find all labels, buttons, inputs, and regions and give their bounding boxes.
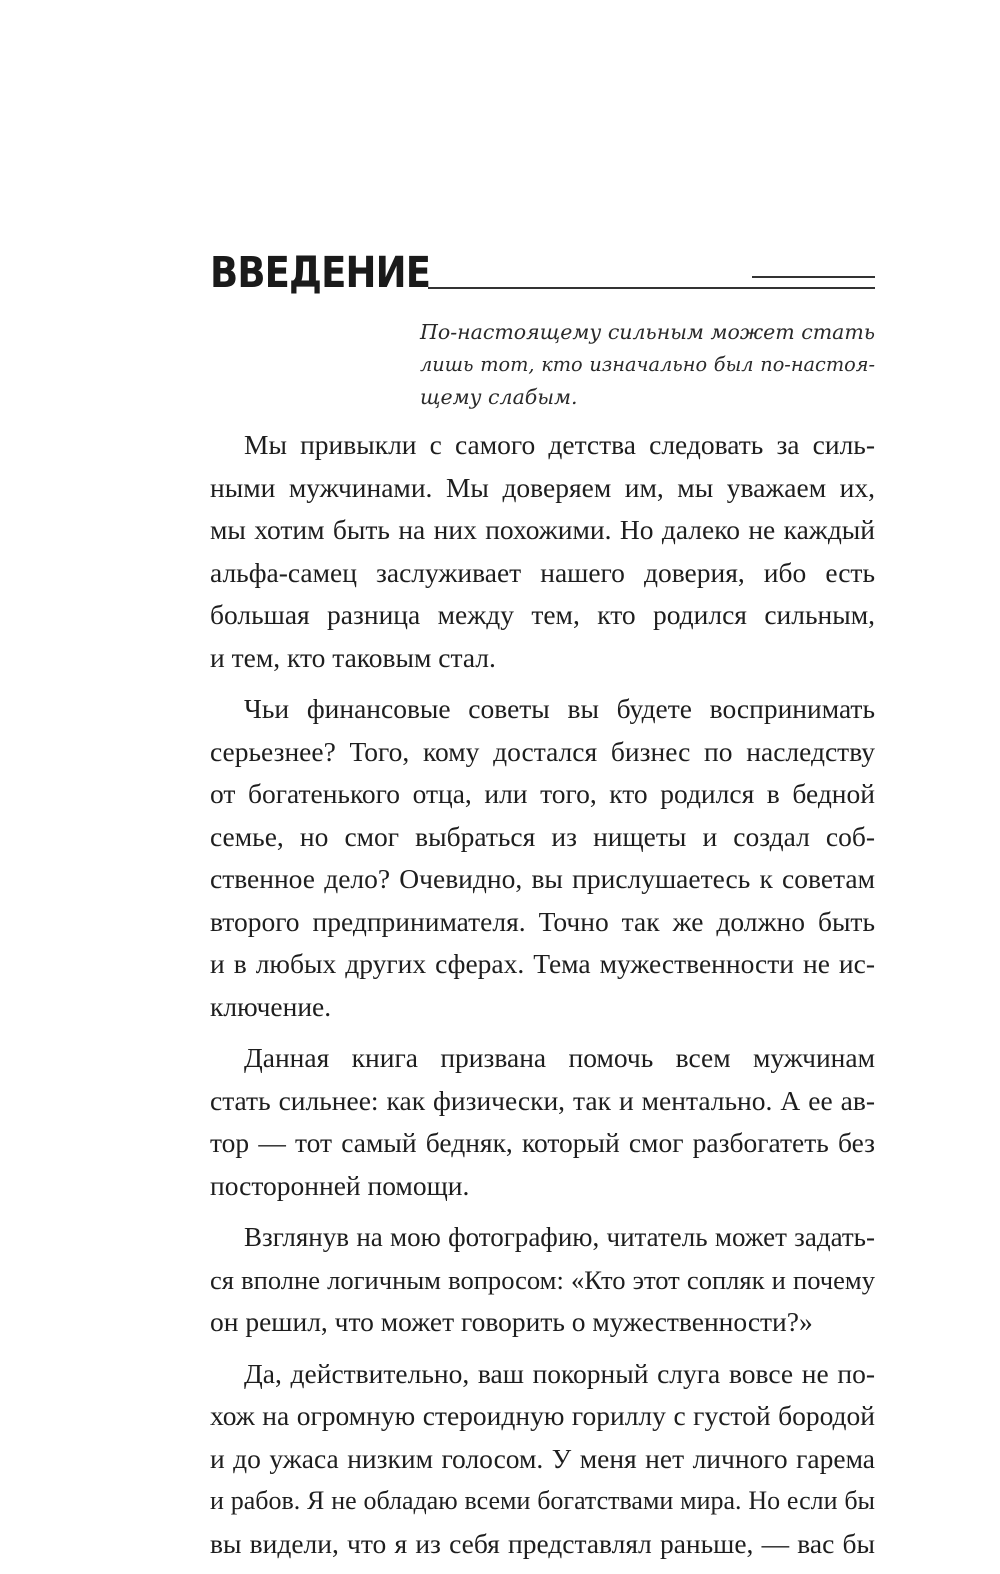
text-line: стать сильнее: как физически, так и ментально. А ее ав- [210,1084,875,1116]
text-line: и тем, кто таковым стал. [210,641,496,673]
text-line: хож на огромную стероидную гориллу с густой бородой [210,1400,875,1431]
text-line: альфа-самец заслуживает нашего доверия, ибо есть [210,556,875,588]
text-line: и рабов. Я не обладаю всеми богатствами мира. Но если бы [210,1486,875,1515]
paragraph [210,424,875,679]
text-line: семье, но смог выбраться из нищеты и создал соб- [210,820,875,852]
chapter-title: ВВЕДЕНИЕ [210,248,431,298]
text-line: серьезнее? Того, кому достался бизнес по наследству [210,735,875,767]
text-line: он решил, что может говорить о мужественности?» [210,1306,813,1337]
epigraph-line: По-настоящему сильным может стать [420,320,875,344]
text-line: и до ужаса низким голосом. У меня нет личного гарема [210,1442,875,1474]
text-line: Чьи финансовые советы вы будете воспринимать [244,693,875,724]
text-line: ными мужчинами. Мы доверяем им, мы уважаем их, [210,471,875,503]
text-line: вы видели, что я из себя представлял раньше, — вас бы [210,1527,875,1559]
text-line: и в любых других сферах. Тема мужественности не ис- [210,948,875,979]
text-line: ся вполне логичным вопросом: «Кто этот сопляк и почему [210,1264,875,1295]
text-line: Данная книга призвана помочь всем мужчинам [244,1042,875,1073]
text-line: Взглянув на мою фотографию, читатель может задать- [244,1222,875,1252]
epigraph-line: лишь тот, кто изначально был по-настоя- [420,352,875,376]
text-line: ключение. [210,990,332,1022]
epigraph-line: щему слабым. [420,385,578,409]
text-line: второго предпринимателя. Точно так же должно быть [210,905,875,937]
text-line: мы хотим быть на них похожими. Но далеко не каждый [210,514,875,545]
title-rule-long [428,287,875,289]
text-line: Да, действительно, ваш покорный слуга вовсе не по- [244,1357,875,1389]
text-line: посторонней помощи. [210,1169,470,1201]
text-line: тор — тот самый бедняк, который смог разбогатеть без [210,1127,875,1158]
paragraph [210,688,875,1028]
text-line: большая разница между тем, кто родился сильным, [210,599,875,630]
text-line: ственное дело? Очевидно, вы прислушаетесь к советам [210,863,875,894]
epigraph [420,316,875,414]
text-line: от богатенького отца, или того, кто родился в бедной [210,778,875,809]
paragraph [210,1353,875,1566]
paragraph [210,1216,875,1344]
text-line: Мы привыкли с самого детства следовать за силь- [244,429,875,460]
title-rule-short [752,276,875,278]
body-text [210,424,875,1574]
paragraph [210,1037,875,1207]
